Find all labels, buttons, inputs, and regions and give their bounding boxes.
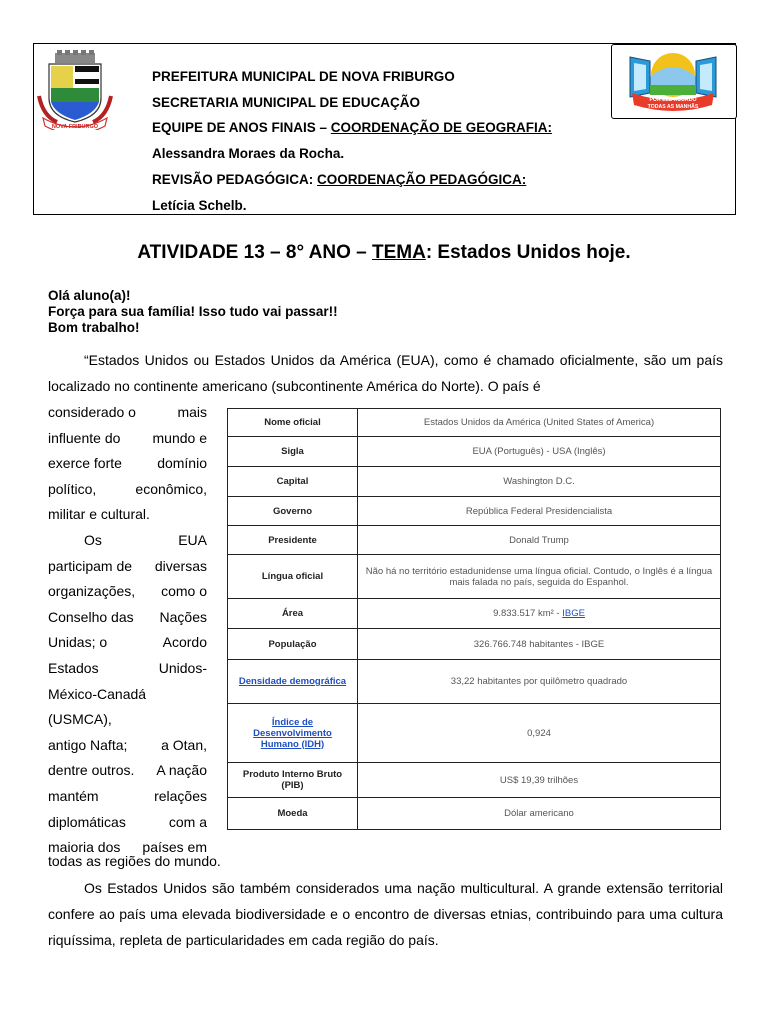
left-column-word: Unidas; o: [48, 634, 108, 651]
school-logo: [611, 44, 737, 119]
table-value: República Federal Presidencialista: [465, 505, 613, 517]
table-value: Donald Trump: [509, 534, 569, 546]
table-value-cell: [358, 437, 721, 467]
left-column-word: domínio: [157, 455, 207, 472]
activity-title: [0, 242, 768, 264]
left-column-line: [48, 758, 207, 784]
left-column-word: militar e cultural.: [48, 506, 150, 523]
table-key-cell: [228, 763, 358, 798]
header-revisao: [152, 167, 622, 193]
left-column-line: [48, 784, 207, 810]
table-key-cell: [228, 798, 358, 830]
table-key-cell: [228, 467, 358, 497]
table-value: 33,22 habitantes por quilômetro quadrado: [450, 676, 628, 687]
table-key: Nome oficial: [264, 417, 321, 428]
table-row: [228, 599, 721, 629]
table-value-cell: [358, 660, 721, 704]
table-value-cell: [358, 526, 721, 555]
left-column-line: [48, 630, 207, 656]
table-row: [228, 437, 721, 467]
left-column-word: mantém: [48, 787, 99, 804]
table-value: 326.766.748 habitantes - IBGE: [473, 638, 605, 650]
title-suffix: : Estados Unidos hoje.: [425, 242, 631, 263]
table-key: Sigla: [281, 446, 304, 457]
left-column-word: Acordo: [162, 634, 207, 651]
left-column-word: países em: [142, 839, 207, 856]
left-column-word: considerado o: [48, 404, 136, 420]
table-value-cell: [358, 763, 721, 798]
table-value: Não há no território estadunidense uma língua oficial. Contudo, o Inglês é a língua mais falada no país, seguida do Espanhol.: [365, 565, 713, 588]
left-column-word: Os: [84, 531, 102, 548]
table-value-cell: [358, 555, 721, 599]
left-column-word: diversas: [154, 557, 207, 574]
left-column-word: a Otan,: [161, 736, 207, 753]
greeting-line: Força para sua família! Isso tudo vai passar!!: [48, 304, 338, 319]
left-column-word: mundo e: [152, 429, 207, 446]
table-value-cell: [358, 409, 721, 437]
table-key-cell: [228, 437, 358, 467]
table-key-cell: [228, 704, 358, 763]
table-key: Presidente: [268, 534, 317, 546]
left-column-word: relações: [154, 787, 207, 804]
left-column-word: participam de: [48, 557, 133, 574]
table-key-cell: [228, 629, 358, 660]
left-column-line: [48, 707, 207, 733]
left-column-word: influente do: [48, 429, 121, 446]
header-secretaria: SECRETARIA MUNICIPAL DE EDUCAÇÃO: [152, 94, 421, 110]
header-coordenacao-geografia: COORDENAÇÃO DE GEOGRAFIA:: [330, 120, 553, 136]
greeting: [48, 288, 338, 336]
table-row: [228, 467, 721, 497]
intro-paragraph: “Estados Unidos ou Estados Unidos da América (EUA), como é chamado oficialmente, são um país localizado no continente americano (subcontinente América do Norte). O país é: [48, 352, 723, 394]
header-prefeitura: PREFEITURA MUNICIPAL DE NOVA FRIBURGO: [152, 69, 455, 84]
table-key[interactable]: Índice de Desenvolvimento Humano (IDH): [253, 716, 332, 750]
table-row: [228, 409, 721, 437]
table-value: 9.833.517 km² -: [493, 608, 563, 619]
left-column-word: dentre outros.: [48, 762, 135, 779]
table-row: [228, 629, 721, 660]
header-reviewer: Letícia Schelb.: [152, 197, 247, 213]
country-info-table: [227, 408, 721, 830]
table-key-cell: [228, 555, 358, 599]
header-text: [152, 64, 622, 218]
closing-paragraph: Os Estados Unidos são também considerados uma nação multicultural. A grande extensão territorial confere ao país uma elevada biodiversidade e o encontro de diversas etnias, contribuindo para uma cultura riquíssima, repleta de particularidades em cada região do país.: [48, 880, 723, 948]
table-key-cell: [228, 409, 358, 437]
greeting-line: Bom trabalho!: [48, 320, 140, 335]
table-key-cell: [228, 599, 358, 629]
table-value: Dólar americano: [504, 808, 574, 819]
table-value: Washington D.C.: [503, 476, 575, 487]
left-column-line: [48, 733, 207, 759]
title-tema: TEMA: [371, 242, 426, 263]
left-column-word: Conselho das: [48, 608, 134, 625]
left-column-word: A nação: [156, 762, 207, 779]
left-column-line: [48, 528, 207, 554]
left-column-word: mais: [177, 404, 207, 420]
table-key: Produto Interno Bruto (PIB): [242, 769, 343, 791]
table-value: Estados Unidos da América (United States of America): [423, 417, 655, 428]
table-value-cell: [358, 798, 721, 830]
left-column-word: exerce forte: [48, 455, 122, 472]
table-row: [228, 660, 721, 704]
left-column-line: [48, 477, 207, 503]
table-row: [228, 798, 721, 830]
left-column-line: [48, 426, 207, 452]
left-column-word: econômico,: [135, 480, 207, 497]
left-column-tail: todas as regiões do mundo.: [48, 853, 221, 869]
left-column-word: diplomáticas: [48, 813, 126, 830]
left-column-word: antigo Nafta;: [48, 736, 128, 753]
left-column-word: EUA: [178, 531, 207, 548]
table-key: Governo: [272, 505, 313, 517]
left-column-line: [48, 554, 207, 580]
table-key: População: [268, 638, 317, 650]
table-key-cell: [228, 497, 358, 526]
left-column-line: [48, 682, 207, 708]
table-value-cell: [358, 467, 721, 497]
left-column-line: [48, 502, 207, 528]
table-row: [228, 763, 721, 798]
left-column-word: político,: [48, 480, 97, 497]
nova-friburgo-coat-of-arms-logo: [35, 50, 115, 130]
title-prefix: ATIVIDADE 13 – 8° ANO –: [137, 242, 372, 263]
header-equipe-prefix: EQUIPE DE ANOS FINAIS –: [152, 120, 331, 136]
table-value: EUA (Português) - USA (Inglês): [472, 446, 606, 457]
left-column-word: México-Canadá: [48, 685, 147, 702]
table-row: [228, 497, 721, 526]
left-column-line: [48, 400, 207, 426]
table-key: Capital: [276, 476, 309, 487]
svg-text:POR ELE ACORDO: POR ELE ACORDO: [649, 97, 697, 103]
left-column-line: [48, 605, 207, 631]
left-column-word: organizações,: [48, 583, 136, 600]
header-author: Alessandra Moraes da Rocha.: [152, 146, 345, 162]
left-column-word: Estados: [48, 659, 99, 676]
left-column-text: [48, 400, 207, 861]
left-column-word: Unidos-: [158, 659, 207, 676]
left-column-word: Nações: [159, 608, 207, 625]
table-key: Língua oficial: [261, 571, 324, 582]
table-key: Área: [281, 608, 304, 619]
left-column-word: com a: [168, 813, 207, 830]
table-key-cell: [228, 526, 358, 555]
svg-text:NOVA FRIBURGO: NOVA FRIBURGO: [51, 124, 99, 130]
table-value-cell: [358, 497, 721, 526]
table-key-cell: [228, 660, 358, 704]
table-row: [228, 555, 721, 599]
header-coordenacao-pedagogica: COORDENAÇÃO PEDAGÓGICA:: [317, 171, 527, 187]
table-value-cell: [358, 704, 721, 763]
header-equipe: [152, 115, 622, 141]
left-column-word: maioria dos: [48, 839, 121, 856]
left-column-line: [48, 451, 207, 477]
table-key[interactable]: Densidade demográfica: [238, 676, 347, 687]
left-column-word: (USMCA),: [48, 711, 112, 728]
header-revisao-prefix: REVISÃO PEDAGÓGICA:: [152, 171, 318, 187]
left-column-line: [48, 810, 207, 836]
greeting-line: Olá aluno(a)!: [48, 288, 131, 303]
table-value: US$ 19,39 trilhões: [499, 774, 579, 786]
left-column-word: como o: [161, 583, 207, 600]
table-row: [228, 704, 721, 763]
table-value: 0,924: [527, 727, 551, 739]
svg-text:TODAS AS MANHÃS: TODAS AS MANHÃS: [647, 104, 699, 110]
ibge-link[interactable]: IBGE: [562, 608, 585, 619]
left-column-line: [48, 579, 207, 605]
table-key: Moeda: [277, 808, 308, 819]
table-value-cell: [358, 599, 721, 629]
left-column-line: [48, 656, 207, 682]
table-row: [228, 526, 721, 555]
table-value-cell: [358, 629, 721, 660]
